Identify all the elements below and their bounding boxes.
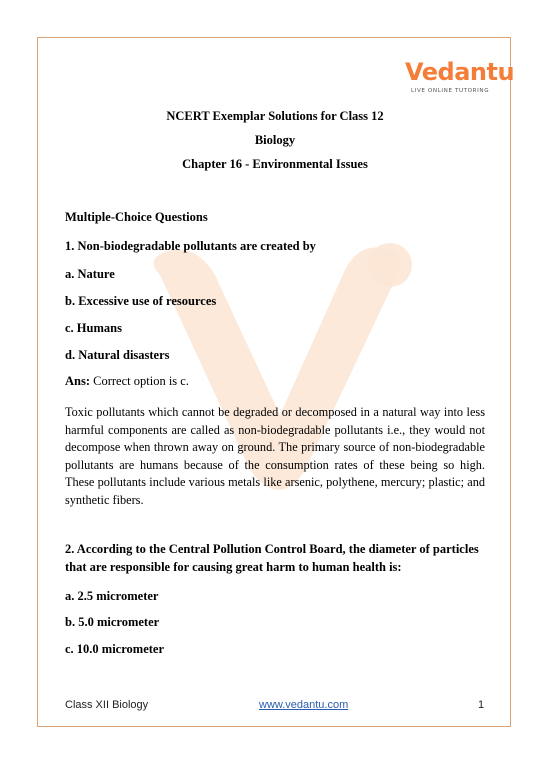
footer-website-link[interactable]: www.vedantu.com (259, 699, 349, 711)
question-2-line-1: 2. According to the Central Pollution Control Board, the diameter of particles (65, 542, 479, 556)
vedantu-logo (405, 58, 515, 100)
footer-class-label: Class XII Biology (65, 699, 149, 711)
q2-option-c: c. 10.0 micrometer (65, 642, 165, 656)
question-2-line-2: that are responsible for causing great harm to human health is: (65, 560, 402, 574)
q1-option-c: c. Humans (65, 321, 122, 335)
document-title: NCERT Exemplar Solutions for Class 12 (166, 109, 384, 123)
logo-wordmark: Vedantu (405, 58, 515, 86)
logo-tagline: LIVE ONLINE TUTORING (411, 88, 490, 94)
answer-label: Ans: (65, 374, 91, 388)
q1-explanation: Toxic pollutants which cannot be degraded or decomposed in a natural way into less harmful components are called as non-biodegradable pollutants i.e., they would not decompose when thrown away on ground. The primary source of non-biodegradable pollutants are humans because of the consumption rates of these being so high. These pollutants include various metals like arsenic, polythene, mercury; plastic; and synthetic fibers. (65, 405, 485, 507)
q2-option-a: a. 2.5 micrometer (65, 589, 159, 603)
q1-answer (65, 373, 189, 389)
section-heading: Multiple-Choice Questions (65, 210, 208, 224)
subject-title: Biology (254, 133, 296, 147)
chapter-title: Chapter 16 - Environmental Issues (182, 157, 368, 171)
q1-option-d: d. Natural disasters (65, 348, 170, 362)
footer-page-number: 1 (478, 699, 485, 711)
answer-text: Correct option is c. (90, 374, 189, 388)
question-1: 1. Non-biodegradable pollutants are created by (65, 239, 316, 253)
q1-option-a: a. Nature (65, 267, 115, 281)
q1-option-b: b. Excessive use of resources (65, 294, 217, 308)
q2-option-b: b. 5.0 micrometer (65, 615, 160, 629)
